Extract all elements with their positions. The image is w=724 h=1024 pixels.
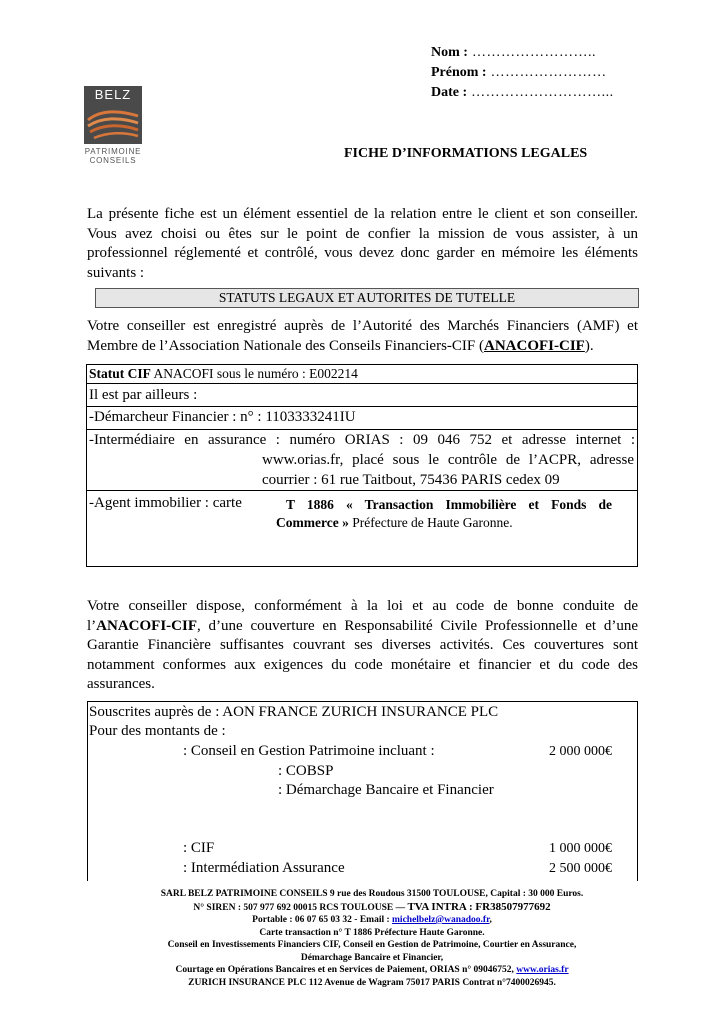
prenom-label: Prénom : (431, 65, 487, 80)
footer-orias-text: Courtage en Opérations Bancaires et en Services de Paiement, ORIAS n° 09046752, (175, 965, 514, 975)
nom-label: Nom : (431, 45, 468, 60)
footer (80, 888, 664, 989)
section-heading: STATUTS LEGAUX ET AUTORITES DE TUTELLE (95, 288, 639, 308)
nom-field (431, 45, 596, 61)
demarchage-label: : Démarchage Bancaire et Financier (278, 782, 494, 798)
footer-phone: Portable : 06 07 65 03 32 - Email : (252, 915, 390, 925)
agent-bold-line1: T 1886 « Transaction Immobilière et Fonds de (286, 497, 612, 512)
intermediaire-line1: -Intermédiaire en assurance : numéro ORIAS : 09 046 752 et adresse internet : (89, 432, 635, 448)
intermediation-label: : Intermédiation Assurance (183, 860, 345, 876)
registration-paragraph (87, 317, 638, 356)
footer-contact (80, 914, 664, 927)
prenom-field (431, 65, 607, 81)
demarcheur-text: -Démarcheur Financier : n° : 1103333241IU (89, 409, 356, 425)
registration-text: Votre conseiller est enregistré auprès de l’Autorité des Marchés Financiers (AMF) et Membre de l’Association Nationale des Conseils Financiers-CIF ( (87, 318, 638, 354)
agent-label: -Agent immobilier : carte (89, 495, 242, 511)
cif-label: Statut CIF (89, 366, 151, 381)
logo-line2: CONSEILS (89, 156, 137, 165)
date-field (431, 85, 614, 101)
belz-logo (84, 86, 142, 144)
registration-close: ). (584, 337, 594, 354)
cif-text: ANACOFI sous le numéro : E002214 (153, 366, 358, 381)
footer-demarchage: Démarchage Bancaire et Financier, (300, 952, 444, 963)
footer-email-link[interactable]: michelbelz@wanadoo.fr (392, 915, 490, 925)
footer-zurich: ZURICH INSURANCE PLC 112 Avenue de Wagram 75017 PARIS Contrat n°7400026945. (188, 977, 556, 988)
agent-line2 (276, 515, 724, 531)
cobsp-label: : COBSP (278, 763, 334, 779)
registration-acronym: ANACOFI-CIF (484, 337, 585, 354)
footer-orias (80, 964, 664, 977)
footer-siren-text: N° SIREN : 507 977 692 00015 RCS TOULOUSE — (193, 902, 406, 913)
footer-card: Carte transaction n° T 1886 Préfecture Haute Garonne. (259, 927, 485, 938)
coverage-acronym: ANACOFI-CIF (96, 617, 197, 634)
footer-siren (80, 901, 664, 915)
date-value: ………………………... (471, 85, 614, 100)
coverage-text-b: , d’une couverture en Responsabilité Civile Professionnelle et d’une Garantie Financière suffisantes couvrant ses diverses activités. Ces couvertures sont notamment conformes aux exigences du code monétaire et financier et du code des assurances. (87, 617, 638, 692)
intermediation-amount: 2 500 000€ (549, 861, 612, 876)
agent-bold-line2: Commerce » (276, 515, 349, 530)
intro-paragraph: La présente fiche est un élément essentiel de la relation entre le client et son conseiller. Vous avez choisi ou êtes sur le point de confier la mission de vous assister, à un professionnel réglementé et contrôlé, vous devez donc garder en mémoire les éléments suivants : (87, 206, 638, 281)
conseil-label: : Conseil en Gestion Patrimoine incluant : (183, 743, 435, 759)
document-title: FICHE D’INFORMATIONS LEGALES (344, 146, 588, 161)
conseil-amount: 2 000 000€ (549, 744, 612, 759)
coverage-paragraph (87, 597, 638, 695)
footer-tva: TVA INTRA : FR38507977692 (407, 900, 551, 913)
logo-line1: PATRIMOINE (84, 147, 142, 156)
footer-company: SARL BELZ PATRIMOINE CONSEILS 9 rue des Roudous 31500 TOULOUSE, Capital : 30 000 Euros. (160, 889, 584, 899)
date-label: Date : (431, 85, 468, 100)
footer-activities: Conseil en Investissements Financiers CIF, Conseil en Gestion de Patrimoine, Courtier en Assurance, (167, 940, 577, 950)
prenom-value: …………………… (490, 65, 607, 80)
insurance-line2: Pour des montants de : (89, 723, 226, 739)
footer-comma: , (489, 915, 492, 925)
intermediaire-line3: courrier : 61 rue Taitbout, 75436 PARIS cedex 09 (262, 472, 560, 488)
footer-orias-link[interactable]: www.orias.fr (516, 965, 569, 975)
coverage-text-a: Votre conseiller dispose, conformément à la loi et au code de bonne conduite de l’ (87, 598, 638, 634)
intermediaire-line2: www.orias.fr, placé sous le contrôle de l’ACPR, adresse (262, 452, 634, 468)
cif-status (89, 366, 639, 382)
logo-brand: BELZ (94, 87, 132, 102)
nom-value: …………………….. (471, 45, 596, 60)
cif-coverage-label: : CIF (183, 840, 215, 856)
insurance-line1: Souscrites auprès de : AON FRANCE ZURICH INSURANCE PLC (89, 704, 499, 720)
also-text: Il est par ailleurs : (89, 387, 198, 403)
agent-tail: Préfecture de Haute Garonne. (352, 515, 513, 530)
cif-coverage-amount: 1 000 000€ (549, 841, 612, 856)
